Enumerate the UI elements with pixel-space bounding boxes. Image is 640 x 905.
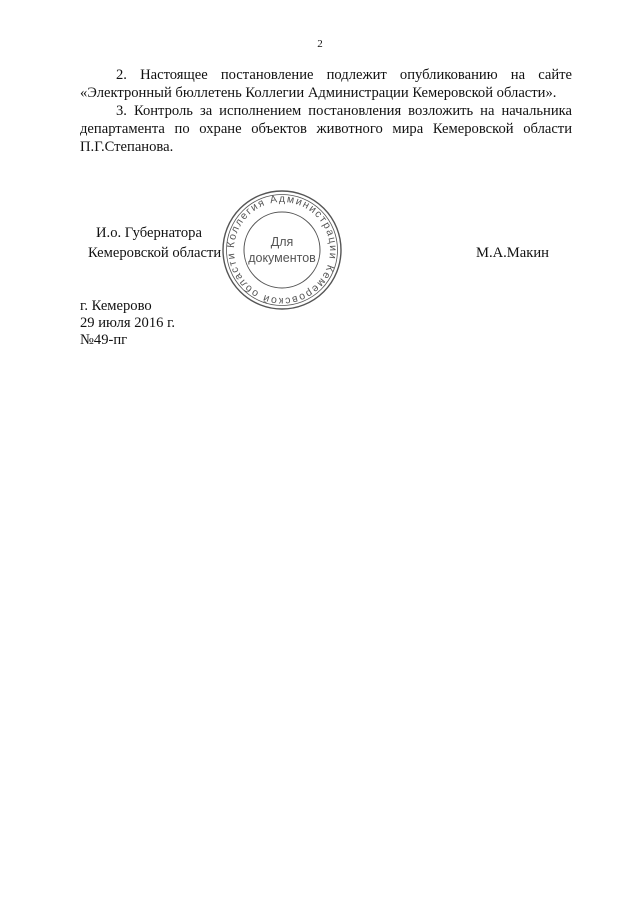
seal-stamp xyxy=(220,188,344,312)
stamp-ring-text: Коллегия Администрации Кемеровской области xyxy=(224,192,340,308)
document-footer xyxy=(80,298,175,349)
signatory-region: Кемеровской области xyxy=(88,245,222,261)
paragraph-publication: 2. Настоящее постановление подлежит опубликованию на сайте «Электронный бюллетень Коллегии Администрации Кемеровской области». xyxy=(80,67,572,101)
document-body xyxy=(80,66,572,156)
stamp-outer-ring xyxy=(223,191,341,309)
stamp-center-line1: Для xyxy=(270,235,294,249)
signatory-position: И.о. Губернатора xyxy=(96,225,202,241)
issue-city: г. Кемерово xyxy=(80,298,152,314)
paragraph-control: 3. Контроль за исполнением постановления возложить на начальника департамента по охране объектов животного мира Кемеровской области П.Г.Степанова. xyxy=(80,103,572,155)
stamp-inner-ring xyxy=(244,212,320,288)
page-number: 2 xyxy=(317,38,323,50)
issue-date: 29 июля 2016 г. xyxy=(80,315,176,331)
document-number: №49-пг xyxy=(80,332,128,348)
signatory-name: М.А.Макин xyxy=(476,245,549,261)
stamp-center-line2: документов xyxy=(248,251,316,265)
